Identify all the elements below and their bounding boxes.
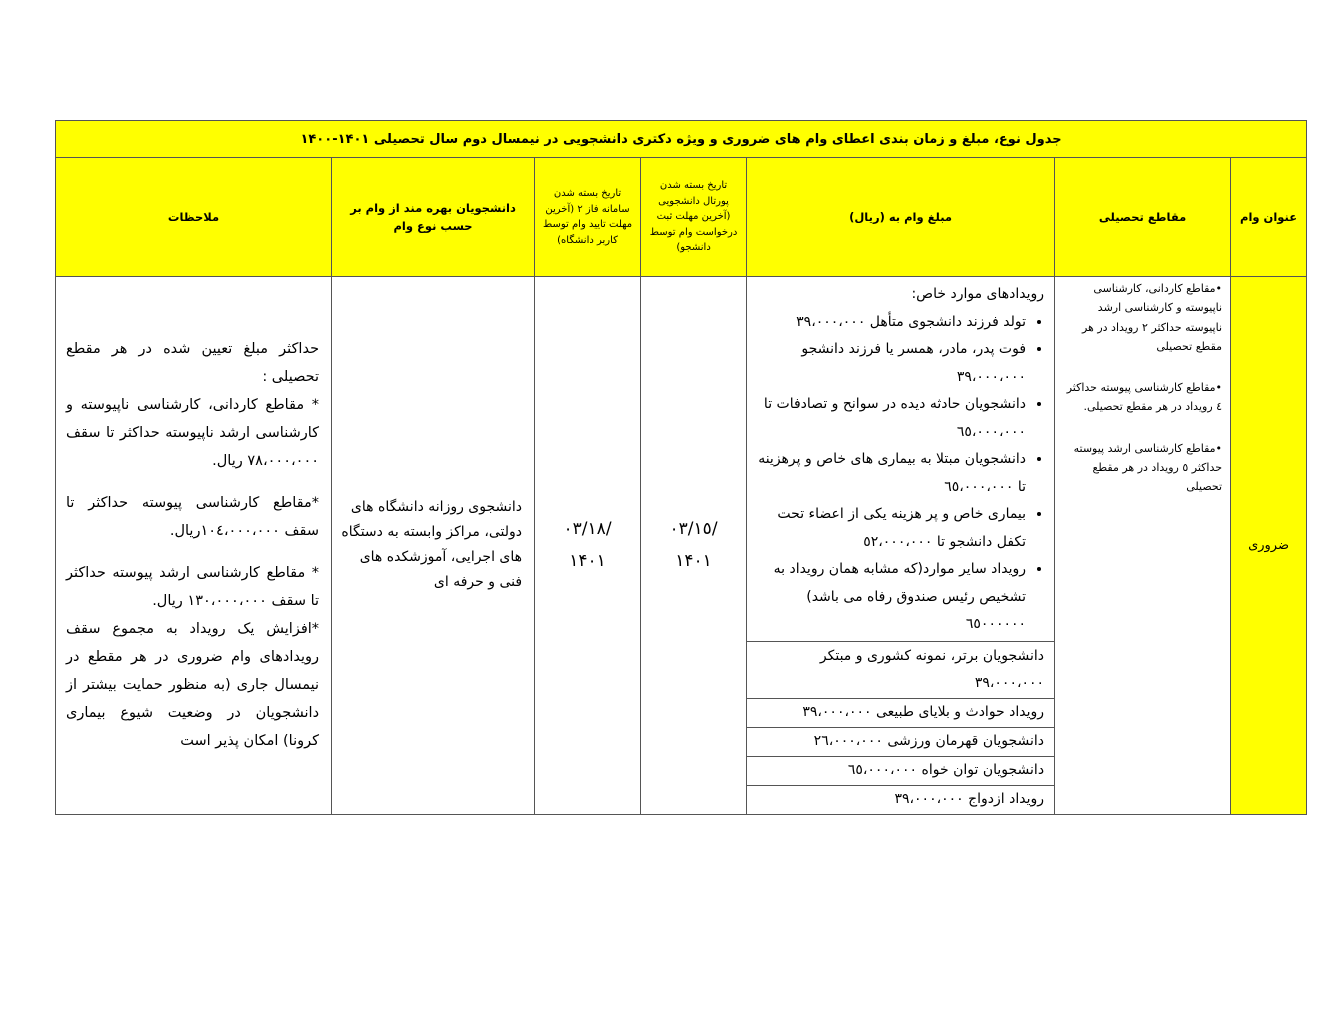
- phase2-close-date-day: /۰۳/۱۸: [563, 519, 612, 540]
- beneficiaries-cell: دانشجوی روزانه دانشگاه های دولتی، مراکز وابسته به دستگاه های اجرایی، آموزشکده های فنی و حرفه ای: [332, 277, 535, 815]
- header-portal-close: تاریخ بسته شدن پورتال دانشجویی (آخرین مهلت ثبت درخواست وام توسط دانشجو): [641, 158, 747, 277]
- level-item: •مقاطع کارشناسی ارشد پیوسته حداکثر ٥ رویداد در هر مقطع تحصیلی: [1073, 441, 1223, 493]
- notes-cell: [56, 277, 332, 815]
- note-item: * مقاطع کاردانی، کارشناسی ناپیوسته و کارشناسی ارشد ناپیوسته حداکثر تا سقف ۷۸،۰۰۰،۰۰۰ ریال.: [66, 397, 320, 470]
- table-title: جدول نوع، مبلغ و زمان بندی اعطای وام های ضروری و ویژه دکتری دانشجویی در نیمسال دوم سال تحصیلی ۱۴۰۱-۱۴۰۰: [56, 121, 1307, 158]
- note-item: * مقاطع کارشناسی ارشد پیوسته حداکثر تا سقف ۱۳۰،۰۰۰،۰۰۰ ریال.: [66, 565, 320, 610]
- event-row: دانشجویان توان خواه ٦٥،۰۰۰،۰۰۰: [747, 756, 1055, 785]
- header-phase2-close: تاریخ بسته شدن سامانه فاز ۲ (آخرین مهلت تایید وام توسط کاربر دانشگاه): [535, 158, 641, 277]
- event-row: رویداد ازدواج ۳۹،۰۰۰،۰۰۰: [747, 785, 1055, 814]
- loan-name: ضروری: [1231, 277, 1307, 815]
- event-row: رویداد حوادث و بلایای طبیعی ۳۹،۰۰۰،۰۰۰: [747, 698, 1055, 727]
- special-event-item: • دانشجویان مبتلا به بیماری های خاص و پرهزینه تا ٦٥،۰۰۰،۰۰۰: [755, 446, 1026, 501]
- level-item: •مقاطع کاردانی، کارشناسی ناپیوسته و کارشناسی ارشد ناپیوسته حداکثر ۲ رویداد در هر مقطع تحصیلی: [1081, 282, 1223, 353]
- note-item: *افزایش یک رویداد به مجموع سقف رویدادهای وام ضروری در هر مقطع در نیمسال جاری (به منظور حمایت بیشتر از دانشجویان در وضعیت شیوع بیماری کرونا) امکان پذیر است: [66, 621, 320, 750]
- special-event-item: • فوت پدر، مادر، همسر یا فرزند دانشجو ۳۹،۰۰۰،۰۰۰: [755, 336, 1026, 391]
- header-levels: مقاطع تحصیلی: [1055, 158, 1231, 277]
- portal-close-date-day: /۰۳/۱٥: [669, 519, 718, 540]
- special-event-item: • رویداد سایر موارد(که مشابه همان رویداد به تشخیص رئیس صندوق رفاه می باشد) ٦٥۰۰۰۰۰۰: [755, 556, 1026, 639]
- header-loan-title: عنوان وام: [1231, 158, 1307, 277]
- special-events-heading: رویدادهای موارد خاص:: [911, 286, 1045, 302]
- phase2-close-date: [535, 277, 641, 815]
- header-beneficiaries: دانشجویان بهره مند از وام بر حسب نوع وام: [332, 158, 535, 277]
- header-notes: ملاحظات: [56, 158, 332, 277]
- level-item: •مقاطع کارشناسی پیوسته حداکثر ٤ رویداد در هر مقطع تحصیلی.: [1066, 381, 1223, 414]
- phase2-close-date-year: ۱۴۰۱: [569, 551, 606, 572]
- portal-close-date-year: ۱۴۰۱: [675, 551, 712, 572]
- special-event-item: • دانشجویان حادثه دیده در سوانح و تصادفات تا ٦٥،۰۰۰،۰۰۰: [755, 391, 1026, 446]
- special-events-list: [755, 309, 1044, 639]
- event-row: دانشجویان برتر، نمونه کشوری و مبتکر ۳۹،۰۰۰،۰۰۰: [747, 641, 1055, 698]
- special-events-cell: [747, 277, 1055, 642]
- note-item: حداکثر مبلغ تعیین شده در هر مقطع تحصیلی :: [66, 341, 320, 386]
- levels-cell: [1055, 277, 1231, 815]
- event-row: دانشجویان قهرمان ورزشی ۲٦،۰۰۰،۰۰۰: [747, 727, 1055, 756]
- special-event-item: • تولد فرزند دانشجوی متأهل ۳۹،۰۰۰،۰۰۰: [755, 309, 1026, 337]
- portal-close-date: [641, 277, 747, 815]
- special-event-item: • بیماری خاص و پر هزینه یکی از اعضاء تحت تکفل دانشجو تا ٥۲،۰۰۰،۰۰۰: [755, 501, 1026, 556]
- header-amount: مبلغ وام به (ریال): [747, 158, 1055, 277]
- loan-table: [55, 120, 1307, 815]
- note-item: *مقاطع کارشناسی پیوسته حداکثر تا سقف ۱۰٤،۰۰۰،۰۰۰ریال.: [66, 495, 320, 540]
